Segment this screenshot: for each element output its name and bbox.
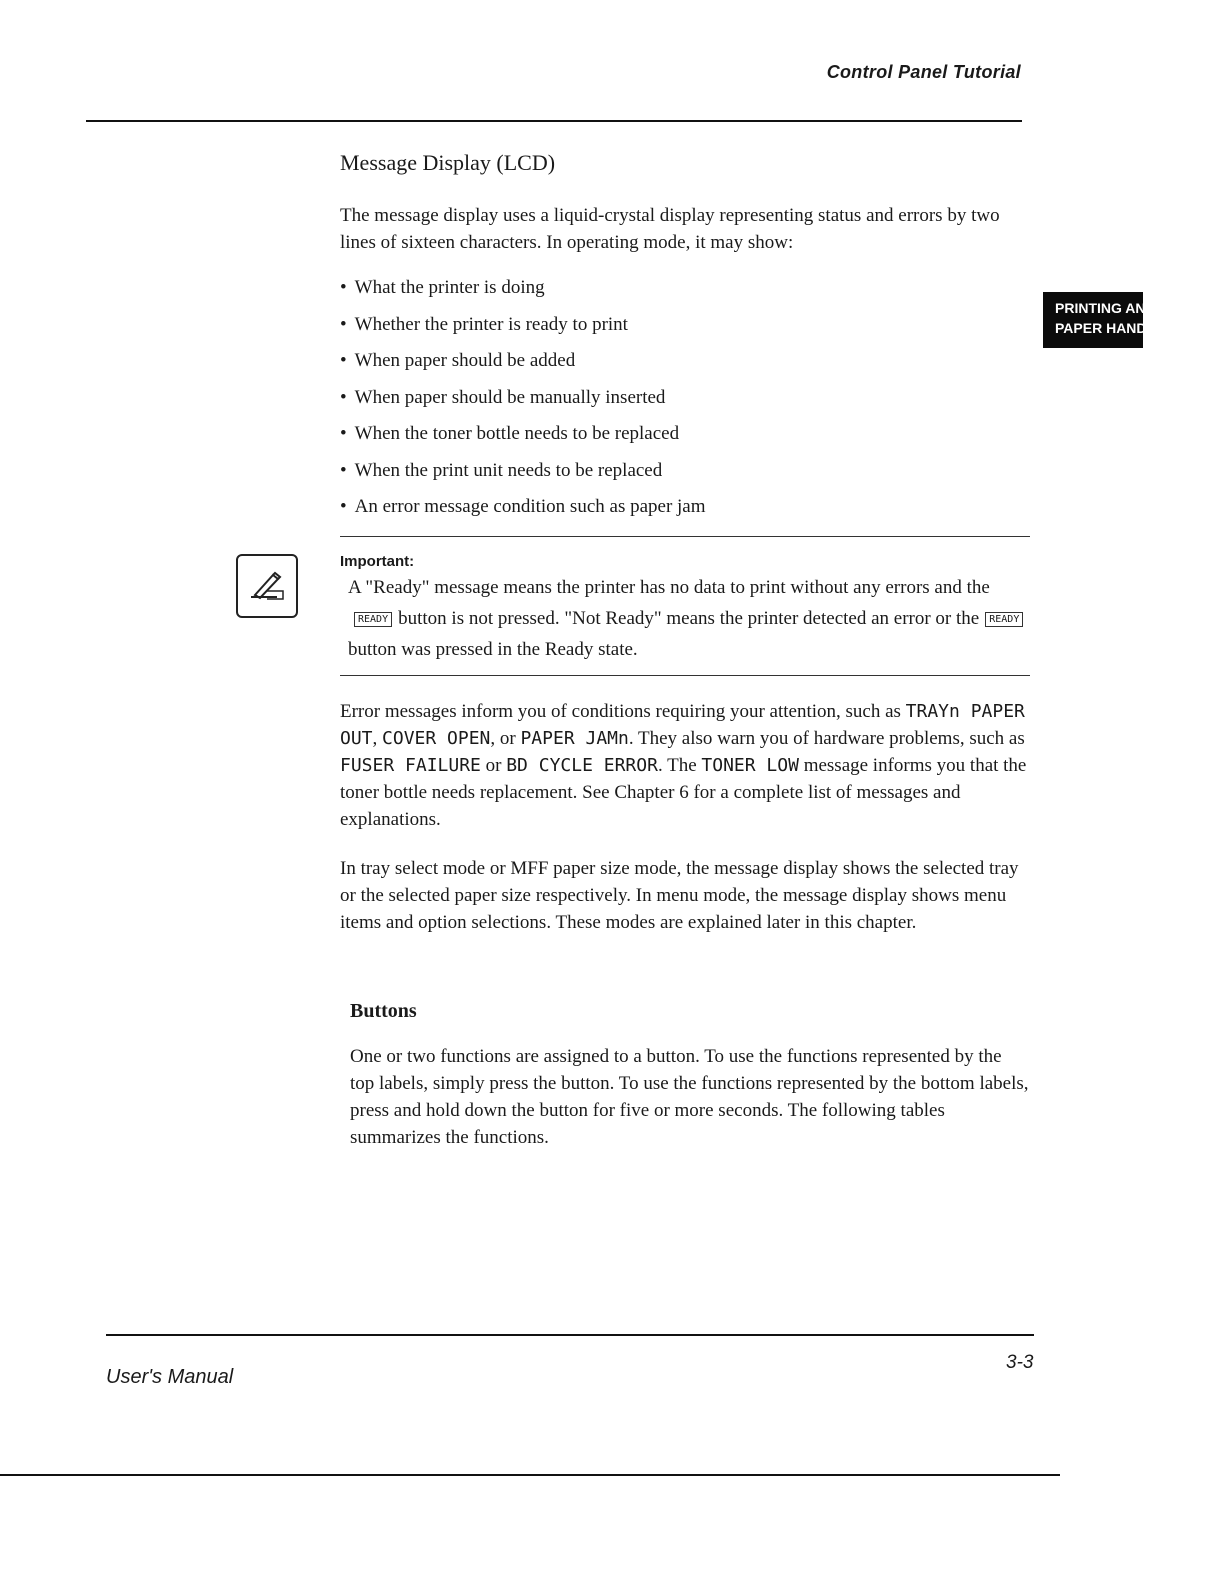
note-icon — [236, 554, 298, 618]
list-item: • When paper should be manually inserted — [340, 380, 1030, 417]
modes-paragraph: In tray select mode or MFF paper size mode, the message display shows the selected tray or the selected paper size respectively. In menu mode, the message display shows menu items and option selections. These modes are explained later in this chapter. — [340, 857, 1019, 933]
side-tab-line-1: PRINTING AND — [1055, 300, 1156, 316]
error-text: , or — [490, 727, 516, 749]
error-code: TONER LOW — [701, 754, 799, 776]
message-display-heading: Message Display (LCD) — [340, 150, 556, 175]
header-rule — [86, 120, 1022, 122]
important-text-part-1: A "Ready" message means the printer has no data to print without any errors and the — [348, 576, 990, 598]
important-text — [340, 572, 1030, 665]
side-tab — [1043, 292, 1159, 348]
footer-left-text: User's Manual — [106, 1366, 234, 1388]
important-text-part-2: button is not pressed. "Not Ready" means the printer detected an error or the — [398, 607, 980, 629]
list-item: • An error message condition such as paper jam — [340, 489, 1030, 526]
list-item: • What the printer is doing — [340, 270, 1030, 307]
error-text: Error messages inform you of conditions requiring your attention, such as — [340, 700, 901, 722]
error-text: . The — [657, 754, 697, 776]
error-code: FUSER FAILURE — [340, 754, 481, 776]
error-text: . They also warn you of hardware problems, such as — [628, 727, 1025, 749]
important-text-part-3: button was pressed in the Ready state. — [348, 638, 638, 660]
list-item: • When paper should be added — [340, 343, 1030, 380]
error-code: COVER OPEN — [382, 727, 491, 749]
important-note — [340, 536, 1030, 676]
error-code: PAPER JAMn — [520, 727, 629, 749]
list-item: • When the print unit needs to be replaced — [340, 453, 1030, 490]
ready-button-label: READY — [354, 612, 392, 627]
bottom-rule — [0, 1474, 1060, 1476]
side-tab-line-2: PAPER HANDLI — [1055, 320, 1159, 336]
error-messages-paragraph — [340, 698, 1030, 833]
message-display-intro: The message display uses a liquid-crystal display representing status and errors by two lines of sixteen characters. In operating mode, it may show: — [340, 205, 1000, 253]
buttons-paragraph: One or two functions are assigned to a button. To use the functions represented by the top labels, simply press the button. To use the functions represented by the bottom labels, press and hold down the button for five or more seconds. The following tables summarizes the functions. — [350, 1045, 1029, 1148]
status-bullet-list — [340, 270, 1030, 526]
error-code: TRAYn PAPER OUT — [340, 700, 1025, 749]
pencil-note-icon — [247, 569, 287, 603]
page-number: 3-3 — [1006, 1352, 1034, 1373]
buttons-heading: Buttons — [350, 999, 417, 1022]
error-code: BD CYCLE ERROR — [506, 754, 658, 776]
error-text: message informs you that the toner bottle needs replacement. See Chapter 6 for a complete list of messages and explanations. — [340, 754, 1027, 830]
important-label: Important: — [340, 552, 415, 570]
content — [340, 150, 1030, 1151]
ready-button-label: READY — [985, 612, 1023, 627]
error-text: , — [372, 727, 378, 749]
footer-rule — [106, 1334, 1034, 1336]
list-item: • When the toner bottle needs to be replaced — [340, 416, 1030, 453]
list-item: • Whether the printer is ready to print — [340, 307, 1030, 344]
header-title: Control Panel Tutorial — [826, 62, 1021, 82]
error-text: or — [485, 754, 502, 776]
